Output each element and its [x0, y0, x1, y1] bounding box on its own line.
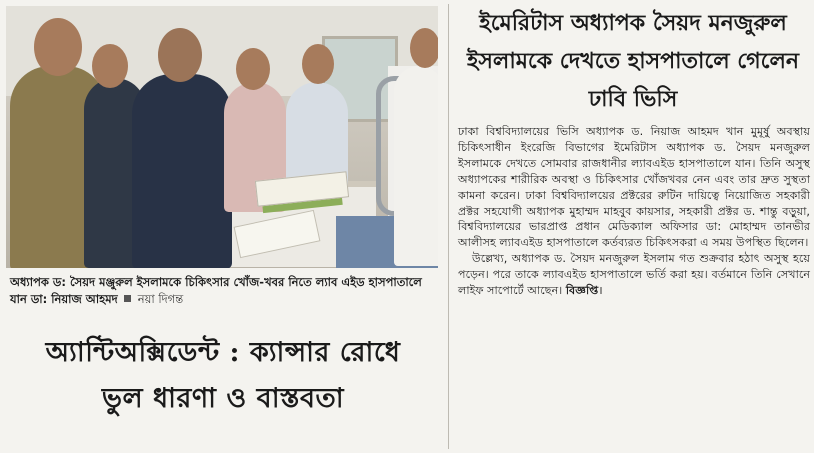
second-story-headline [10, 330, 436, 422]
caption-text: অধ্যাপক ড: সৈয়দ মঞ্জুরুল ইসলামকে চিকিৎসার খোঁজ-খবর নিতে ল্যাব এইড হাসপাতালে যান ডা: নিয়াজ আহমদ [10, 275, 422, 306]
article-paragraph-2-text: উল্লেখ্য, অধ্যাপক ড. সৈয়দ মনজুরুল ইসলাম গত শুক্রবার হঠাৎ অসুস্থ হয়ে পড়েন। পরে তাকে ল্যাবএইড হাসপাতালে ভর্তি করা হয়। বর্তমানে তিনি সেখানে লাইফ সাপোর্টে আছেন। [458, 252, 810, 298]
article-signature-end: । [598, 284, 603, 298]
second-headline-line2: ভুল ধারণা ও বাস্তবতা [101, 383, 345, 414]
article-body [458, 124, 810, 299]
main-headline: ইমেরিটাস অধ্যাপক সৈয়দ মনজুরুল ইসলামকে দেখতে হাসপাতালে গেলেন ঢাবি ভিসি [466, 10, 800, 112]
article-paragraph-2 [458, 251, 810, 299]
second-headline-line1: অ্যান্টিঅক্সিডেন্ট : ক্যান্সার রোধে [45, 337, 401, 368]
photo-caption [10, 274, 436, 308]
column-divider [448, 4, 449, 449]
photo-credit: নয়া দিগন্ত [137, 292, 184, 306]
article-signature: বিজ্ঞপ্তি [565, 284, 599, 298]
article-paragraph-1: ঢাকা বিশ্ববিদ্যালয়ের ভিসি অধ্যাপক ড. নিয়াজ আহমদ খান মুমূর্ষু অবস্থায় চিকিৎসাধীন ইংরেজি বিভাগের ইমেরিটাস অধ্যাপক ড. সৈয়দ মনজুরুল ইসলামকে দেখতে সোমবার রাজধানীর ল্যাবএইড হাসপাতালে যান। তিনি অসুস্থ অধ্যাপকের শারীরিক অবস্থা ও চিকিৎসার খোঁজখবর নেন এবং তার দ্রুত সুস্থতা কামনা করেন। ঢাকা বিশ্ববিদ্যালয়ের প্রক্টরের রুটিন দায়িত্বে নিয়োজিত সহকারী প্রক্টর সহযোগী অধ্যাপক মুহাম্মদ মাহবুব কায়সার, সহকারী প্রক্টর ড. শান্তু বড়ুয়া, বিশ্ববিদ্যালয়ের ভারপ্রাপ্ত প্রধান মেডিক্যাল অফিসার ডা: মোহাম্মদ তানভীর আলীসহ ল্যাবএইড হাসপাতালে কর্তব্যরত চিকিৎসকরা এ সময় উপস্থিত ছিলেন। [458, 125, 810, 250]
news-photo [6, 6, 438, 268]
square-bullet-icon [124, 295, 131, 302]
